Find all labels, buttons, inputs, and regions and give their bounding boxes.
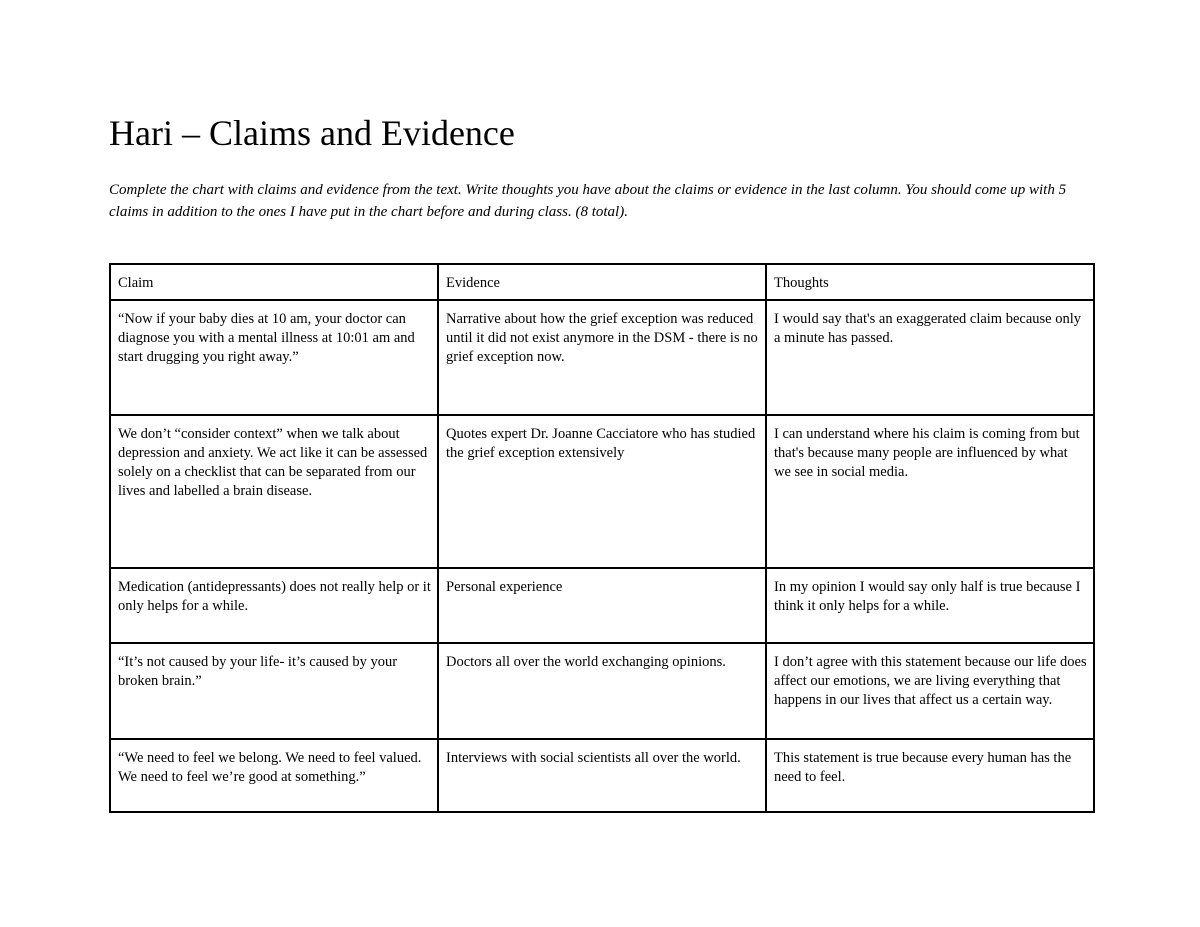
thoughts-cell: In my opinion I would say only half is true because I think it only helps for a while. xyxy=(766,568,1094,643)
header-claim: Claim xyxy=(110,264,438,300)
instructions-text: Complete the chart with claims and evidence from the text. Write thoughts you have about the claims or evidence in the last column. You should come up with 5 claims in addition to the ones I have put in the chart before and during class. (8 total). xyxy=(109,182,1067,220)
evidence-cell: Personal experience xyxy=(438,568,766,643)
table-row xyxy=(110,415,1094,568)
evidence-cell: Quotes expert Dr. Joanne Cacciatore who has studied the grief exception extensively xyxy=(438,415,766,568)
table-header-row xyxy=(110,264,1094,300)
claim-cell: “It’s not caused by your life- it’s caused by your broken brain.” xyxy=(110,643,438,739)
thoughts-cell: I don’t agree with this statement because our life does affect our emotions, we are living everything that happens in our lives that affect us a certain way. xyxy=(766,643,1094,739)
table-row xyxy=(110,739,1094,812)
page-title: Hari – Claims and Evidence xyxy=(109,113,515,153)
header-evidence: Evidence xyxy=(438,264,766,300)
thoughts-cell: I would say that's an exaggerated claim because only a minute has passed. xyxy=(766,300,1094,415)
header-thoughts: Thoughts xyxy=(766,264,1094,300)
claim-cell: “Now if your baby dies at 10 am, your doctor can diagnose you with a mental illness at 10:01 am and start drugging you right away.” xyxy=(110,300,438,415)
table-row xyxy=(110,568,1094,643)
table-row xyxy=(110,300,1094,415)
claim-cell: “We need to feel we belong. We need to feel valued. We need to feel we’re good at something.” xyxy=(110,739,438,812)
evidence-cell: Doctors all over the world exchanging opinions. xyxy=(438,643,766,739)
claims-evidence-table xyxy=(109,263,1095,813)
table-row xyxy=(110,643,1094,739)
claim-cell: We don’t “consider context” when we talk about depression and anxiety. We act like it can be assessed solely on a checklist that can be separated from our lives and labelled a brain disease. xyxy=(110,415,438,568)
thoughts-cell: This statement is true because every human has the need to feel. xyxy=(766,739,1094,812)
claim-cell: Medication (antidepressants) does not really help or it only helps for a while. xyxy=(110,568,438,643)
evidence-cell: Narrative about how the grief exception was reduced until it did not exist anymore in the DSM - there is no grief exception now. xyxy=(438,300,766,415)
thoughts-cell: I can understand where his claim is coming from but that's because many people are influenced by what we see in social media. xyxy=(766,415,1094,568)
evidence-cell: Interviews with social scientists all over the world. xyxy=(438,739,766,812)
